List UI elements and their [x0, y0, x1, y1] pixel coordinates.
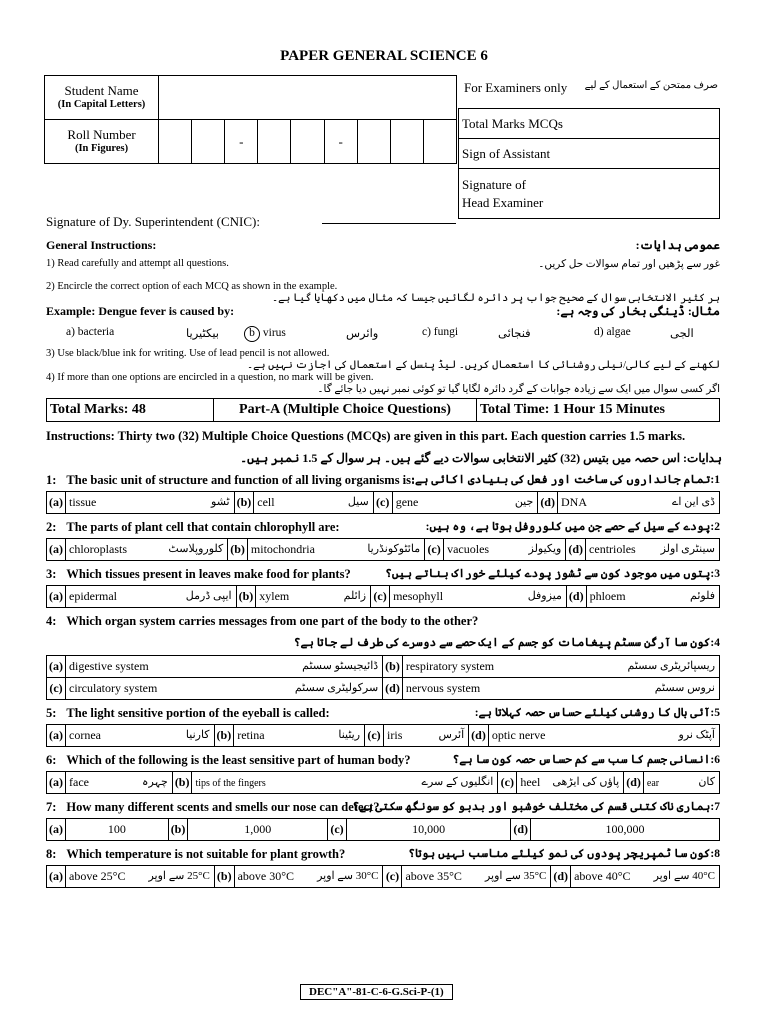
option-letter[interactable]: (a): [47, 772, 66, 794]
option-letter[interactable]: (c): [47, 678, 66, 700]
option-a[interactable]: cornea کارنیا: [66, 725, 215, 747]
option-letter[interactable]: (a): [47, 539, 66, 561]
instructions-heading-ur: عمومی ہدایات:: [635, 238, 720, 252]
question-text-ur: 8:کون سا ٹمپریچر پودوں کی نمو کیلئے مناسب نہیں ہوتا؟: [408, 848, 720, 860]
instruction-3: 3) Use black/blue ink for writing. Use of lead pencil is not allowed.: [46, 348, 330, 359]
question-text: The parts of plant cell that contain chlorophyll are:: [66, 520, 340, 534]
question-text: How many different scents and smells our nose can detect?: [66, 800, 380, 814]
total-marks-mcqs-field[interactable]: Total Marks MCQs: [459, 109, 720, 139]
question-stem: [46, 564, 720, 585]
option-c[interactable]: above 35°C 35°C سے اوپر: [402, 866, 551, 888]
question-stem: [46, 750, 720, 771]
instruction-2: 2) Encircle the correct option of each MCQ as shown in the example.: [46, 281, 338, 292]
options-table: [46, 655, 720, 700]
option-letter[interactable]: (d): [624, 772, 644, 794]
option-c[interactable]: vacuoles ویکیولز: [444, 539, 566, 561]
sign-assistant-field[interactable]: Sign of Assistant: [459, 139, 720, 169]
example-question: Example: Dengue fever is caused by:: [46, 304, 235, 318]
instruction-2-ur: ہر کثیر الانتخابی سوال کے صحیح جواب پر دائرہ لگائیں جیسا کہ مثال میں دکھایا گیا ہے۔: [271, 293, 720, 304]
option-letter[interactable]: (a): [47, 656, 66, 678]
option-letter[interactable]: (a): [47, 492, 66, 514]
option-letter[interactable]: (a): [47, 725, 66, 747]
option-a[interactable]: digestive system ڈائیجیسٹو سسٹم: [66, 656, 383, 678]
question-stem: [46, 844, 720, 865]
student-name-field[interactable]: [159, 76, 457, 120]
head-examiner-field[interactable]: Signature of Head Examiner: [459, 169, 720, 219]
question-text-ur: 2:پودے کے سیل کے حصے جن میں کلوروفل ہوتا ہے، وہ ہیں:: [425, 521, 720, 533]
option-letter[interactable]: (b): [172, 772, 192, 794]
option-letter[interactable]: (b): [234, 492, 254, 514]
options-table: [46, 818, 720, 841]
paper-title: PAPER GENERAL SCIENCE 6: [280, 48, 488, 64]
roll-digit-box[interactable]: [423, 120, 456, 164]
dy-superintendent-signature: Signature of Dy. Superintendent (CNIC):: [46, 214, 260, 229]
option-c[interactable]: 10,000: [347, 819, 511, 841]
option-letter[interactable]: (d): [383, 678, 403, 700]
option-a[interactable]: chloroplasts کلوروپلاسٹ: [66, 539, 228, 561]
option-letter[interactable]: (b): [228, 539, 248, 561]
roll-digit-box[interactable]: [192, 120, 225, 164]
option-b[interactable]: cell سیل: [254, 492, 373, 514]
options-table: [46, 491, 720, 514]
option-letter[interactable]: (b): [214, 725, 234, 747]
general-instructions: [46, 238, 720, 395]
question-number: 3:: [46, 567, 57, 581]
question-stem: [46, 470, 720, 491]
option-b[interactable]: retina ریٹینا: [234, 725, 365, 747]
question-text-ur: 4:کون سا آرگن سسٹم پیغامات کو جسم کے ایک حصے سے دوسرے کی طرف لے جاتا ہے؟: [293, 637, 720, 649]
instruction-4-ur: اگر کسی سوال میں ایک سے زیادہ جوابات کے گرد دائرہ لگایا گیا تو کوئی نمبر نہیں دیا جائے گا۔: [317, 384, 720, 395]
mcq-list: [46, 470, 720, 891]
option-letter[interactable]: (d): [566, 586, 586, 608]
option-letter[interactable]: (b): [168, 819, 188, 841]
total-time: Total Time: 1 Hour 15 Minutes: [477, 399, 720, 422]
option-b[interactable]: tips of the fingers انگلیوں کے سرے: [192, 772, 498, 794]
option-a[interactable]: 100: [66, 819, 169, 841]
question-text: Which temperature is not suitable for plant growth?: [66, 847, 346, 861]
option-a[interactable]: above 25°C 25°C سے اوپر: [66, 866, 215, 888]
roll-digit-box[interactable]: [357, 120, 390, 164]
option-b[interactable]: respiratory system ریسپائریٹری سسٹم: [402, 656, 719, 678]
instruction-4: 4) If more than one options are encircled in a question, no mark will be given.: [46, 372, 374, 383]
question-text-ur: 5:آئی بال کا روشنی کیلئے حساس حصہ کہلاتا ہے:: [474, 707, 720, 719]
option-d[interactable]: ear کان: [643, 772, 719, 794]
question-number: 4:: [46, 614, 57, 628]
roll-digit-box[interactable]: [159, 120, 192, 164]
instructions-heading: General Instructions:: [46, 238, 157, 252]
question-stem: [46, 611, 720, 655]
question-text: Which tissues present in leaves make food for plants?: [66, 567, 351, 581]
option-d[interactable]: 100,000: [531, 819, 720, 841]
option-letter[interactable]: (d): [551, 866, 571, 888]
question-number: 5:: [46, 706, 57, 720]
instruction-3-ur: لکھنے کے لیے کالی/نیلی روشنائی کا استعمال کریں۔ لیڈ پنسل کے استعمال کی اجازت نہیں ہے۔: [247, 360, 720, 371]
student-name-label: Student Name (In Capital Letters): [45, 76, 159, 120]
question-number: 7:: [46, 800, 57, 814]
options-table: [46, 865, 720, 888]
question-text-ur: 1:تمام جانداروں کی ساخت اور فعل کی بنیادی اکائی ہے:: [411, 474, 720, 486]
question-number: 1:: [46, 473, 57, 487]
roll-digit-box[interactable]: [291, 120, 324, 164]
option-letter[interactable]: (c): [383, 866, 402, 888]
roll-dash: -: [225, 120, 258, 164]
option-letter[interactable]: (c): [371, 586, 390, 608]
question-stem: [46, 517, 720, 538]
options-table: [46, 724, 720, 747]
option-letter[interactable]: (b): [383, 656, 403, 678]
part-a-instructions: Instructions: Thirty two (32) Multiple Choice Questions (MCQs) are given in this part. Each question carries 1.5 marks. ہدایات: اس حصہ میں بتیس (32) کثیر الانتخابی سوالات دیے گئے ہیں۔ ہر سوال کے 1.5 نمبر ہیں۔: [46, 429, 722, 465]
instruction-1: 1) Read carefully and attempt all questions.: [46, 258, 229, 269]
options-table: [46, 538, 720, 561]
option-letter[interactable]: (d): [566, 539, 586, 561]
option-letter[interactable]: (c): [498, 772, 517, 794]
option-letter[interactable]: (c): [373, 492, 392, 514]
question-stem: [46, 703, 720, 724]
option-a[interactable]: epidermal ایپی ڈرمل: [66, 586, 237, 608]
option-a[interactable]: face چہرہ: [66, 772, 173, 794]
question-text: The basic unit of structure and function of all living organisms is:: [66, 473, 416, 487]
option-b[interactable]: above 30°C 30°C سے اوپر: [234, 866, 383, 888]
total-marks: Total Marks: 48: [47, 399, 214, 422]
option-d[interactable]: phloem فلوئم: [586, 586, 719, 608]
option-c[interactable]: iris آئرس: [384, 725, 469, 747]
option-b[interactable]: mitochondria مائٹوکونڈریا: [247, 539, 424, 561]
option-letter[interactable]: (d): [538, 492, 558, 514]
roll-number-label: Roll Number (In Figures): [45, 120, 159, 164]
option-letter[interactable]: (c): [425, 539, 444, 561]
roll-dash: -: [324, 120, 357, 164]
option-letter[interactable]: (a): [47, 866, 66, 888]
instruction-1-ur: غور سے پڑھیں اور تمام سوالات حل کریں۔: [538, 259, 720, 270]
option-c[interactable]: heel پاؤں کی ایڑھی: [517, 772, 624, 794]
question-number: 6:: [46, 753, 57, 767]
option-d[interactable]: centrioles سینٹری اولز: [586, 539, 720, 561]
student-info-box: [44, 75, 457, 164]
question-number: 2:: [46, 520, 57, 534]
option-c[interactable]: circulatory system سرکولیٹری سسٹم: [66, 678, 383, 700]
example-question-ur: مثال: ڈینگی بخار کی وجہ ہے:: [556, 304, 720, 318]
roll-digit-box[interactable]: [258, 120, 291, 164]
question-text: Which of the following is the least sensitive part of human body?: [66, 753, 411, 767]
paper-code: DEC"A"-81-C-6-G.Sci-P-(1): [300, 984, 453, 1000]
part-a-header-bar: [46, 398, 720, 422]
option-letter[interactable]: (a): [47, 819, 66, 841]
question-text: The light sensitive portion of the eyeball is called:: [66, 706, 330, 720]
example-options: a) bacteria بیکٹیریا b virus وائرس c) fungi فنجائی d) algae الجی: [66, 326, 694, 340]
option-letter[interactable]: (b): [214, 866, 234, 888]
options-table: [46, 771, 720, 794]
option-letter[interactable]: (c): [328, 819, 347, 841]
option-c[interactable]: mesophyll میزوفل: [390, 586, 567, 608]
examiner-box: [458, 108, 720, 219]
question-text-ur: 3:پتوں میں موجود کون سے ٹشوز پودے کیلئے خوراک بناتے ہیں؟: [385, 568, 720, 580]
option-b[interactable]: xylem زائلم: [256, 586, 371, 608]
options-table: [46, 585, 720, 608]
option-b[interactable]: 1,000: [188, 819, 328, 841]
question-number: 8:: [46, 847, 57, 861]
option-d[interactable]: nervous system نروس سسٹم: [402, 678, 719, 700]
option-d[interactable]: DNA ڈی این اے: [557, 492, 719, 514]
option-c[interactable]: gene جین: [392, 492, 538, 514]
question-text-ur: 7:ہماری ناک کتنی قسم کی مختلف خوشبو اور بدبو کو سونگھ سکتی ہے؟: [352, 801, 720, 813]
encircled-option: b: [244, 326, 260, 342]
option-letter[interactable]: (b): [236, 586, 256, 608]
part-a-title: Part-A (Multiple Choice Questions): [214, 399, 477, 422]
question-text-ur: 6:انسانی جسم کا سب سے کم حساس حصہ کون سا ہے؟: [452, 754, 720, 766]
option-d[interactable]: above 40°C 40°C سے اوپر: [571, 866, 720, 888]
option-a[interactable]: tissue ٹشو: [66, 492, 235, 514]
option-letter[interactable]: (d): [469, 725, 489, 747]
signature-line: [322, 223, 456, 224]
option-letter[interactable]: (c): [365, 725, 384, 747]
examiners-only-row: For Examiners only صرف ممتحن کے استعمال کے لیے: [464, 80, 718, 95]
option-d[interactable]: optic nerve آپٹک نرو: [488, 725, 719, 747]
question-text: Which organ system carries messages from one part of the body to the other?: [66, 614, 479, 628]
question-stem: [46, 797, 720, 818]
option-letter[interactable]: (a): [47, 586, 66, 608]
roll-digit-box[interactable]: [390, 120, 423, 164]
option-letter[interactable]: (d): [511, 819, 531, 841]
